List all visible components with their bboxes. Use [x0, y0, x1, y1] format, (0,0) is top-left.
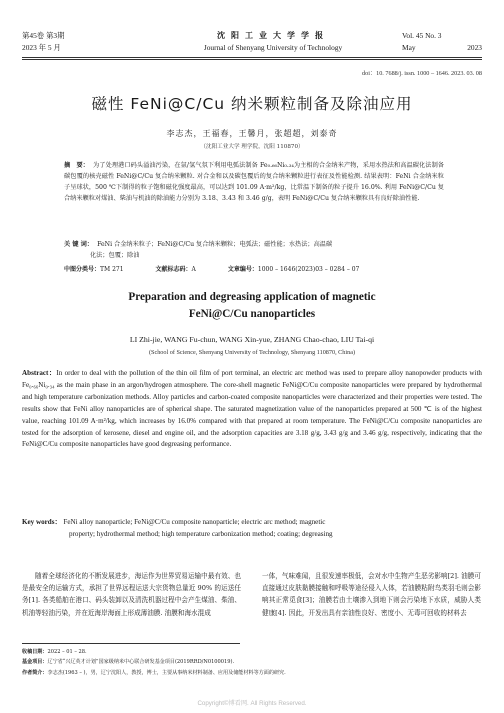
keywords-cn-line2: 化法；包覆；除油: [90, 252, 140, 260]
doi[interactable]: doi：10. 7688/j. issn. 1000 – 1646. 2023. 03. 08: [362, 70, 482, 77]
keywords-en-line1: FeNi alloy nanoparticle; FeNi@C/Cu composite nanoparticle; electric arc method; magnetic: [63, 518, 326, 526]
affiliation-cn: （沈阳工业大学 理学院，沈阳 110870）: [200, 144, 304, 150]
body-column-right: 一体，气味难闻，且很发速率极低，会对水中生物产生恶劣影响[2]. 油膜可直接通过皮肤黏膜接触和呼吸等途径侵入人体，若油膜粘附鸟类羽毛则会影响其正常觅食[3]；油膜若由土壤渗入到地下则会污染地下水质，威胁人类健康[4]. 因此，开发出具有亲油性良好、密度小、无毒可回收的材料去: [262, 572, 481, 617]
article-number: 1000 – 1646(2023)03 – 0284 – 07: [257, 266, 360, 273]
issue-date-en: [402, 42, 482, 54]
clc-label: 中图分类号：: [64, 266, 101, 273]
title-en-line2: FeNi@C/Cu nanoparticles: [188, 308, 316, 320]
footnote-received: [22, 647, 482, 657]
article-title-en: [0, 289, 504, 323]
volume-en: Vol. 45 No. 3: [402, 31, 442, 40]
keywords-en-label: Key words：: [22, 518, 62, 526]
header-center: [142, 30, 404, 54]
keywords-en-line2: property; hydrothermal method; high temperature carbonization method; coating; degreasing: [69, 529, 333, 538]
header-right: [402, 30, 482, 54]
abstract-en-label: Abstract：: [22, 369, 57, 377]
abstract-cn-text: 为了处理港口码头溢油污染，在氩/氢气氛下利用电弧法制备 Fe₀.₆₆Ni₀.₃₄为主相的合金纳米产物，采用水热法和高温碳化法制备碳包覆的核壳磁性 FeNi@C/Cu 复合纳米颗粒. 对合金和以及碳包覆后的复合纳米颗粒进行表征及性能检测. 结果表明：FeNi 合金纳米粒子呈球状，500 ℃下制得的粒子饱和磁化强度最高，可以达到 101.09 A·m²/kg，比常温下制备的粒子提升 16.0%. 利用 FeNi@C/Cu 复合纳米颗粒对煤油、柴油与机油的除油能力分别为 3.18、3.43 和 3.46 g/g，表明 FeNi@C/Cu 复合纳米颗粒具有良好除油性能.: [64, 162, 445, 203]
running-header: [22, 30, 482, 56]
month-en: May: [402, 43, 416, 52]
article-title-cn: 磁性 FeNi@C/Cu 纳米颗粒制备及除油应用: [91, 95, 413, 113]
title-en-line1: Preparation and degreasing application of magnetic: [128, 291, 376, 303]
header-rule-bottom: [22, 59, 482, 60]
journal-title-en: Journal of Shenyang University of Technology: [203, 43, 343, 52]
keywords-en: [22, 517, 482, 541]
received-label: 收稿日期：: [22, 649, 48, 655]
footnote-fund: [22, 657, 482, 667]
affiliation-en: (School of Science, Shenyang University of Technology, Shenyang 110870, China): [148, 349, 356, 356]
date-cn: 2023 年 5 月: [22, 43, 61, 52]
fund-text: 辽宁省“兴辽英才计划”国家级纳米中心联合研发基金项目(2019RRD/N0100019).: [47, 659, 235, 666]
year-en: 2023: [467, 43, 482, 52]
authors-en: LI Zhi-jie, WANG Fu-chun, WANG Xin-yue, ZHANG Chao-chao, LIU Tai-qi: [129, 335, 375, 344]
copyright-watermark: Copyright©博看网. All Rights Reserved.: [197, 700, 307, 707]
keywords-cn: [64, 239, 444, 261]
keywords-cn-label: 关 键 词：: [64, 241, 94, 248]
footnote-author: [22, 668, 482, 678]
header-rule-top: [22, 57, 482, 58]
authors-cn: 李志杰，王福春，王馨月，张超超，刘泰奇: [166, 129, 338, 138]
abstract-en: [22, 368, 482, 451]
classification-line: [64, 264, 444, 273]
header-left: [22, 30, 122, 54]
volume-cn: 第45卷 第3期: [22, 31, 65, 40]
footnote-rule: [22, 643, 240, 644]
fund-label: 基金项目：: [22, 659, 48, 666]
keywords-cn-line1: FeNi 合金纳米粒子；FeNi@C/Cu 复合纳米颗粒；电弧法；磁性能；水热法；高温碳: [97, 241, 333, 248]
body-column-left: 随着全球经济化的不断发展进步，海运作为世界贸易运输中最有效、也是最安全的运输方式，承担了世界远程运送大宗货物总量近 90% 的运送任务[1]. 各类船舶在港口、码头装卸以及清洗机器过程中会产生煤油、柴油、机油等轻油污染，并在近海岸海面上形成薄油膜. 油膜和海水混成: [22, 572, 241, 617]
abstract-cn: [64, 160, 444, 204]
author-bio-label: 作者简介：: [22, 669, 48, 676]
doc-code-label: 文献标志码：: [155, 266, 192, 273]
received-date: 2022 – 01 – 28.: [47, 649, 87, 655]
article-number-label: 文章编号：: [227, 266, 258, 273]
doc-code: A: [191, 266, 196, 273]
abstract-en-text: In order to deal with the pollution of the thin oil film of port terminal, an electric arc method was used to prepare alloy nanopowder products with Fe₀.₆₆Ni₀.₃₄ as the main phase in an argon/hydrogen atmosphere. The core-shell magnetic FeNi@C/Cu composite nanoparticles were prepared by hydrothermal and high temperature carbonization methods. Alloy particles and carbon-coated composite nanoparticles were characterized and their properties were tested. The results show that FeNi alloy nanoparticles are of spherical shape. The saturated magnetization value of the nanoparticles prepared at 500 ℃ is of the highest value, reaching 101.09 A·m²/kg, which increases by 16.0% compared with that prepared at room temperature. The FeNi@C/Cu composite nanoparticles are tested for the adsorption of kerosene, diesel and engine oil, and the adsorption capacities are 3.18 g/g, 3.43 g/g and 3.46 g/g, respectively, indicating that the FeNi@C/Cu composite nanoparticles have good degreasing performance.: [22, 369, 482, 449]
author-bio-text: 李志杰(1963 – )，男，辽宁沈阳人，教授，博士，主要从事纳米材料制备、应用及储能材料等方面的研究.: [47, 669, 286, 676]
abstract-cn-label: 摘 要：: [64, 162, 90, 169]
clc-number: TM 271: [100, 266, 124, 273]
journal-title-cn: 沈阳工业大学学报: [217, 31, 329, 40]
footnotes: [22, 647, 482, 678]
